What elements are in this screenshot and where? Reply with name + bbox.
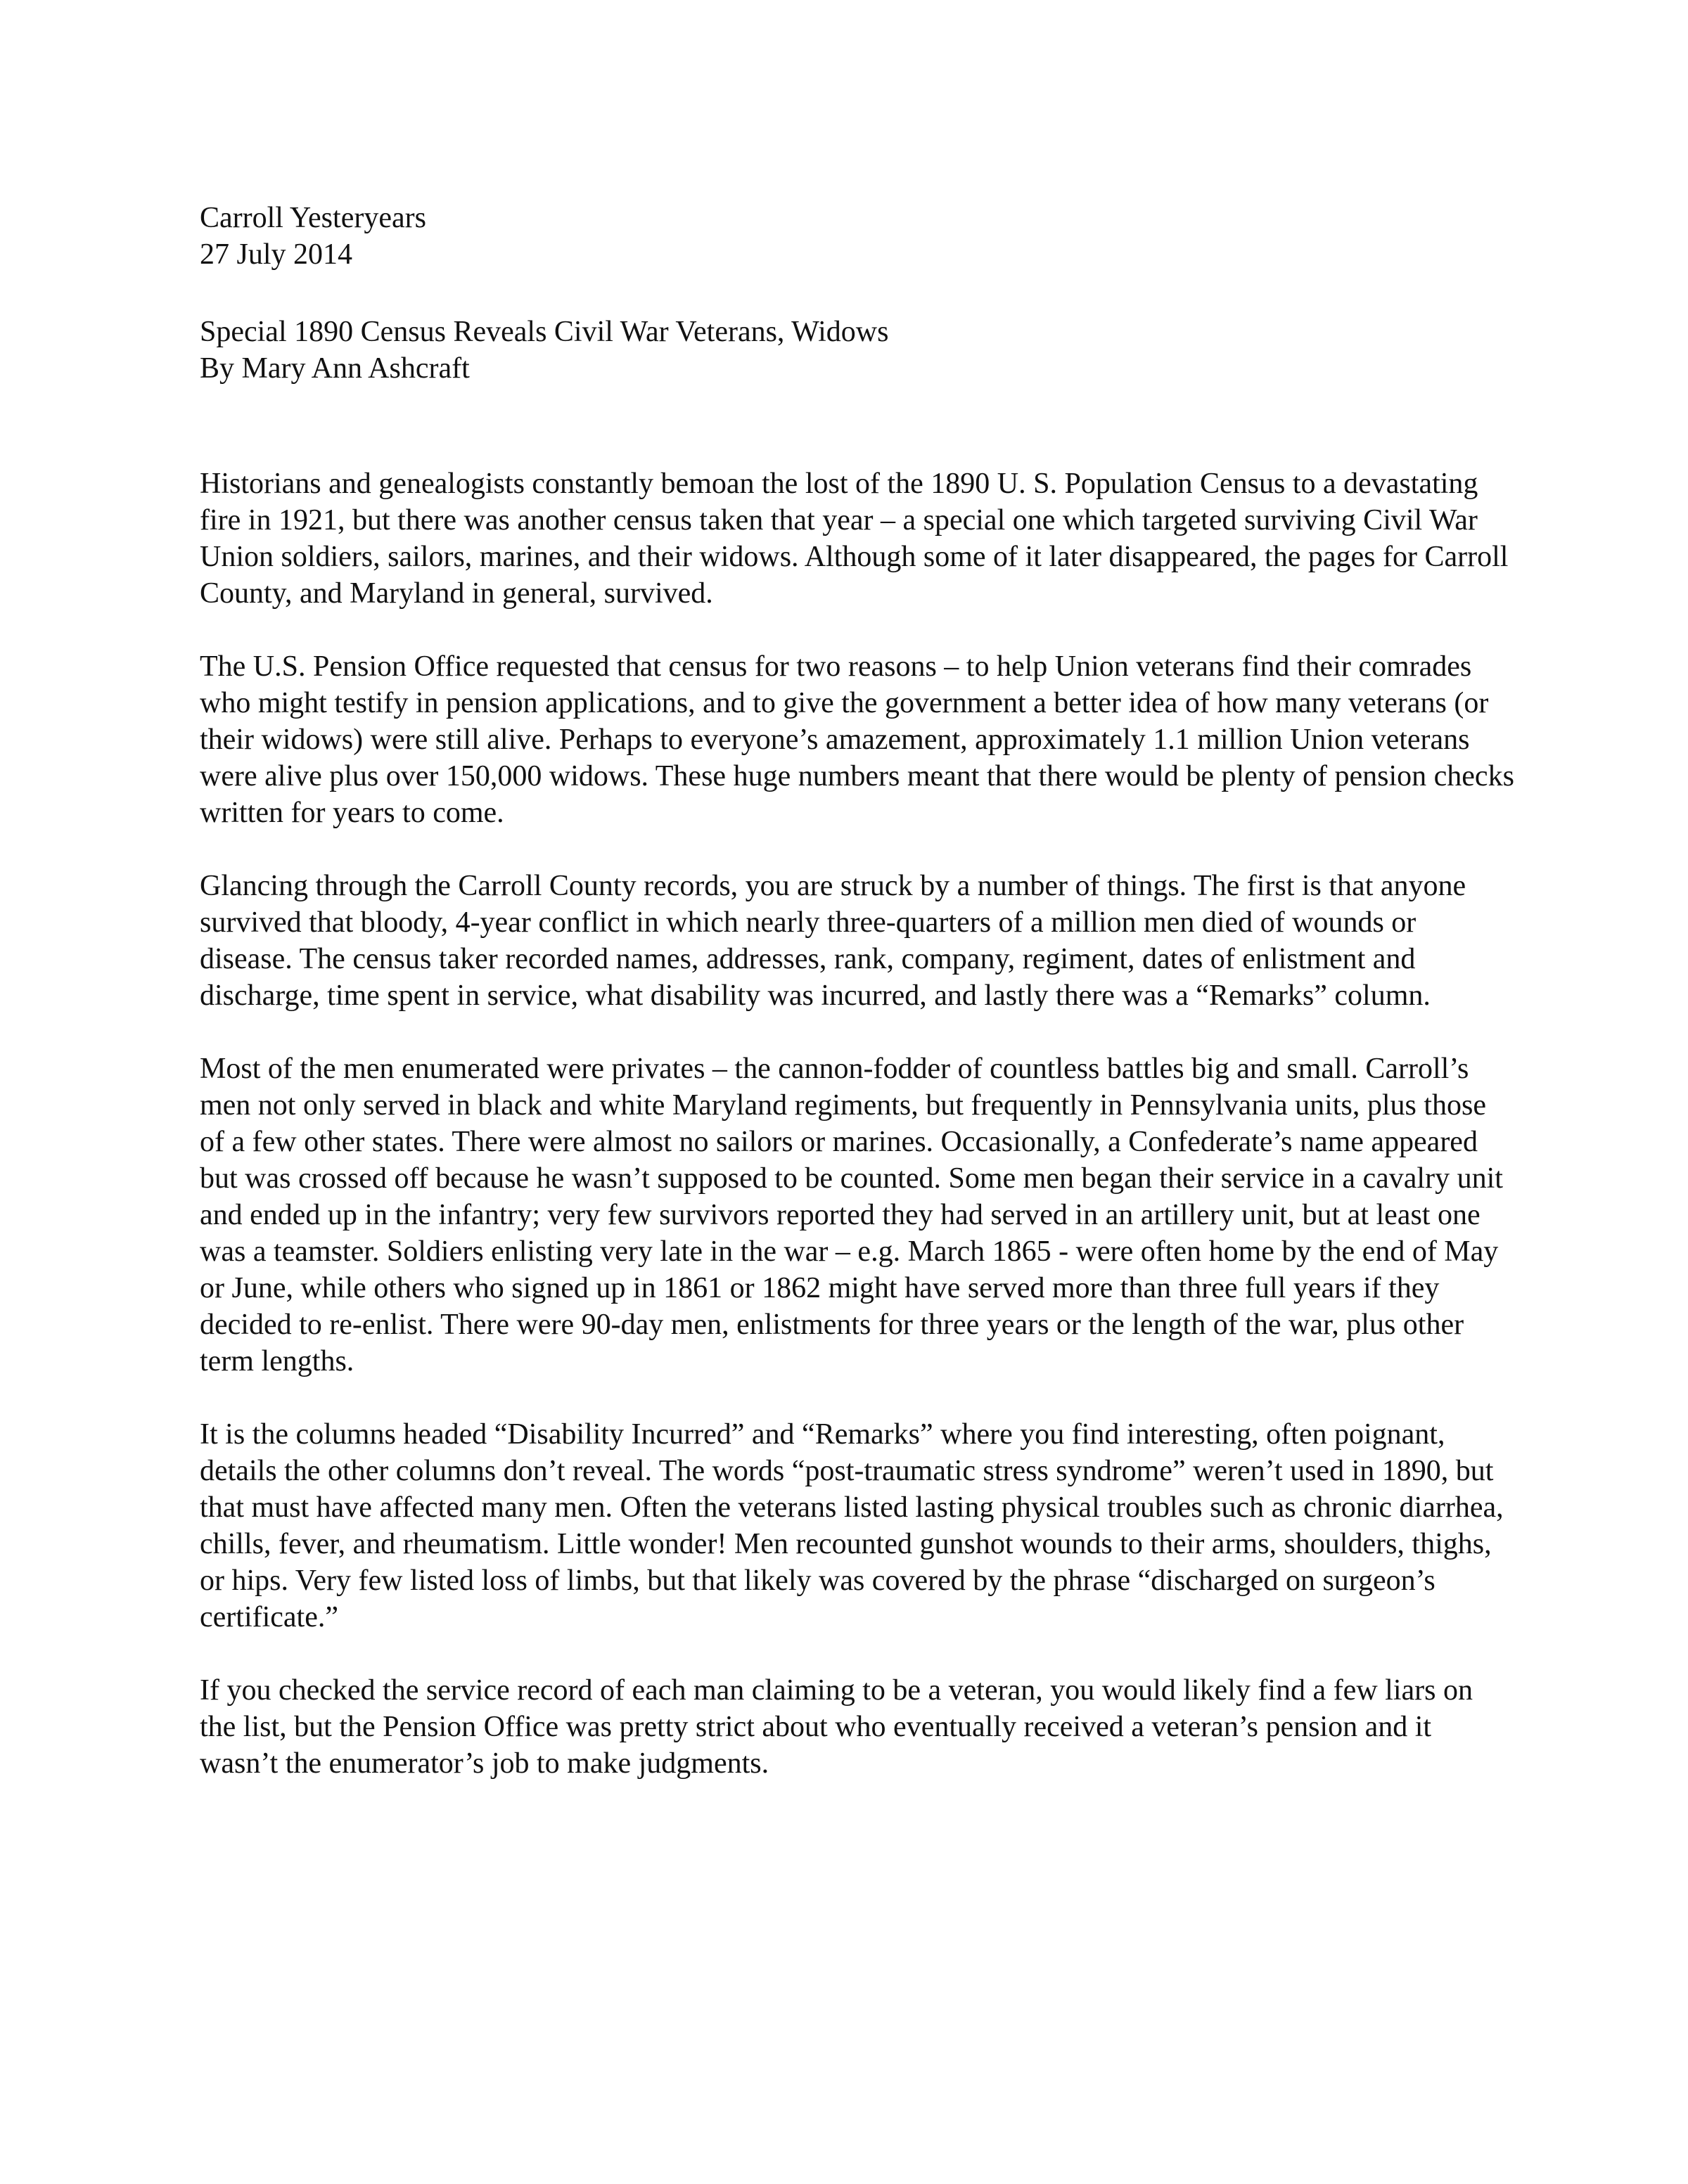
paragraph: If you checked the service record of each man claiming to be a veteran, you would likely find a few liars on the list, but the Pension Office was pretty strict about who eventually received a veteran’s pension and it wasn’t the enumerator’s job to make judgments. xyxy=(200,1674,1473,1780)
paragraph: Historians and genealogists constantly bemoan the lost of the 1890 U. S. Population Census to a devastating fire in 1921, but there was another census taken that year – a special one which targeted surviving Civil War Union soldiers, sailors, marines, and their widows. Although some of it later disappeared, the pages for Carroll County, and Maryland in general, survived. xyxy=(200,468,1509,610)
publication-date: 27 July 2014 xyxy=(200,238,353,271)
paragraph: The U.S. Pension Office requested that census for two reasons – to help Union veterans find their comrades who might testify in pension applications, and to give the government a better idea of how many veterans (or their widows) were still alive. Perhaps to everyone’s amazement, approximately 1.1 million Union veterans were alive plus over 150,000 widows. These huge numbers meant that there would be plenty of pension checks written for years to come. xyxy=(200,650,1514,829)
document-header xyxy=(200,200,1536,273)
column-name: Carroll Yesteryears xyxy=(200,202,426,234)
article-body xyxy=(200,465,1515,1818)
paragraph: Glancing through the Carroll County records, you are struck by a number of things. The first is that anyone survived that bloody, 4-year conflict in which nearly three-quarters of a million men died of wounds or disease. The census taker recorded names, addresses, rank, company, regiment, dates of enlistment and discharge, time spent in service, what disability was incurred, and lastly there was a “Remarks” column. xyxy=(200,870,1466,1012)
article-byline: By Mary Ann Ashcraft xyxy=(200,352,470,385)
paragraph: It is the columns headed “Disability Incurred” and “Remarks” where you find interesting, often poignant, details the other columns don’t reveal. The words “post-traumatic stress syndrome” weren’t used in 1890, but that must have affected many men. Often the veterans listed lasting physical troubles such as chronic diarrhea, chills, fever, and rheumatism. Little wonder! Men recounted gunshot wounds to their arms, shoulders, thighs, or hips. Very few listed loss of limbs, but that likely was covered by the phrase “discharged on surgeon’s certificate.” xyxy=(200,1418,1504,1633)
article-title: Special 1890 Census Reveals Civil War Veterans, Widows xyxy=(200,316,889,348)
paragraph: Most of the men enumerated were privates – the cannon-fodder of countless battles big and small. Carroll’s men not only served in black and white Maryland regiments, but frequently in Pennsylvania units, plus those of a few other states. There were almost no sailors or marines. Occasionally, a Confederate’s name appeared but was crossed off because he wasn’t supposed to be counted. Some men began their service in a cavalry unit and ended up in the infantry; very few survivors reported they had served in an artillery unit, but at least one was a teamster. Soldiers enlisting very late in the war – e.g. March 1865 - were often home by the end of May or June, while others who signed up in 1861 or 1862 might have served more than three full years if they decided to re-enlist. There were 90-day men, enlistments for three years or the length of the war, plus other term lengths. xyxy=(200,1053,1503,1377)
article-heading xyxy=(200,314,1536,387)
